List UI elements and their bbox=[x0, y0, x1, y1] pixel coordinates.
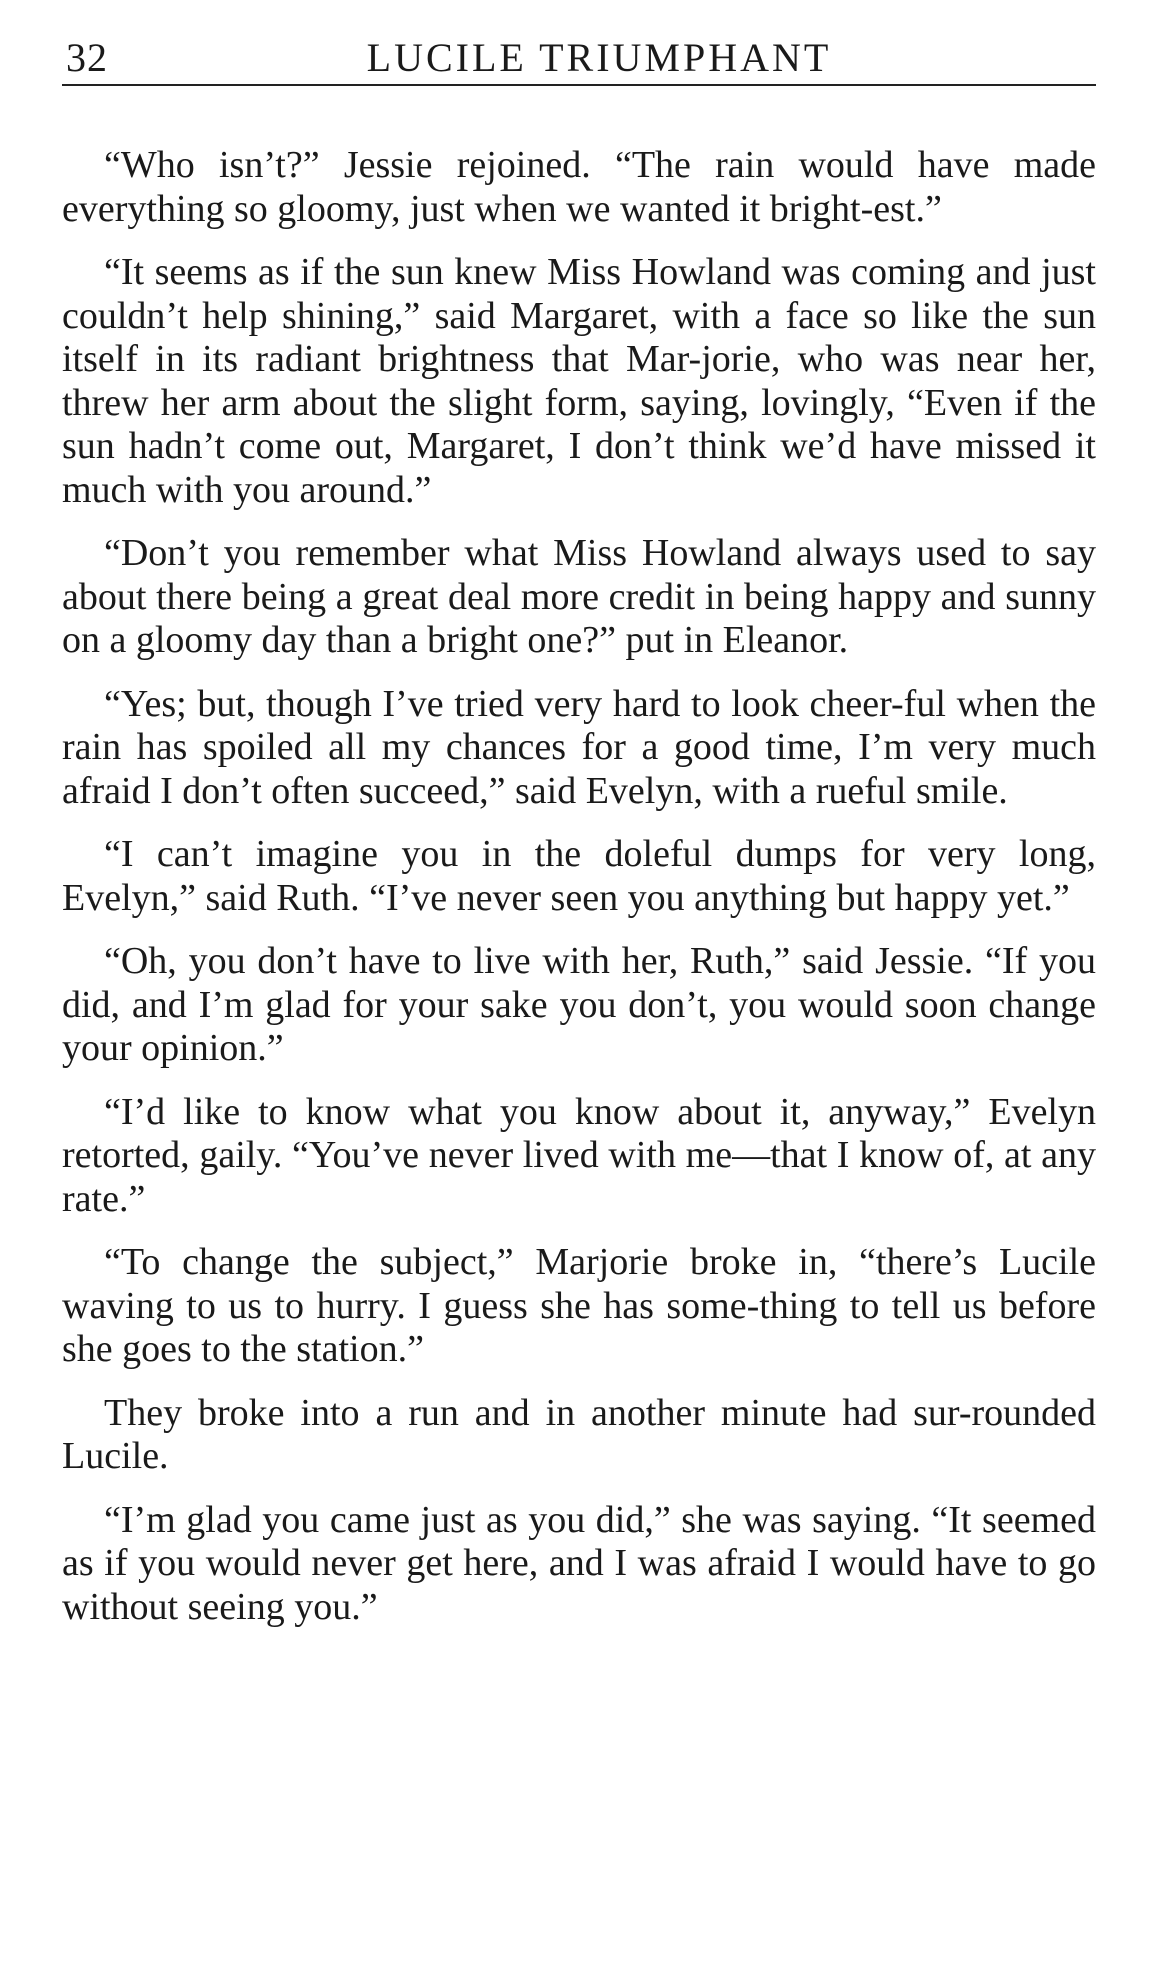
paragraph: “I’m glad you came just as you did,” she was saying. “It seemed as if you would never get here, and I was afraid I would have to go without seeing you.” bbox=[62, 1498, 1096, 1628]
paragraph: “To change the subject,” Marjorie broke in, “there’s Lucile waving to us to hurry. I guess she has some-thing to tell us before she goes to the station.” bbox=[62, 1241, 1096, 1370]
body-text bbox=[62, 144, 1096, 1629]
page-number: 32 bbox=[66, 35, 108, 80]
paragraph: “I can’t imagine you in the doleful dumps for very long, Evelyn,” said Ruth. “I’ve never seen you anything but happy yet.” bbox=[62, 833, 1096, 919]
paragraph: “It seems as if the sun knew Miss Howland was coming and just couldn’t help shining,” said Margaret, with a face so like the sun itself in its radiant brightness that Mar-jorie, who was near her, threw her arm about the slight form, saying, lovingly, “Even if the sun hadn’t come out, Margaret, I don’t think we’d have missed it much with you around.” bbox=[62, 251, 1096, 511]
running-title: LUCILE TRIUMPHANT bbox=[366, 35, 832, 80]
paragraph: They broke into a run and in another minute had sur-rounded Lucile. bbox=[62, 1391, 1096, 1477]
paragraph: “Who isn’t?” Jessie rejoined. “The rain would have made everything so gloomy, just when we wanted it bright-est.” bbox=[62, 144, 1096, 230]
book-page bbox=[62, 28, 1096, 1649]
paragraph: “Yes; but, though I’ve tried very hard to look cheer-ful when the rain has spoiled all my chances for a good time, I’m very much afraid I don’t often succeed,” said Evelyn, with a rueful smile. bbox=[62, 682, 1096, 812]
paragraph: “Oh, you don’t have to live with her, Ruth,” said Jessie. “If you did, and I’m glad for your sake you don’t, you would soon change your opinion.” bbox=[62, 940, 1096, 1069]
paragraph: “I’d like to know what you know about it, anyway,” Evelyn retorted, gaily. “You’ve never lived with me—that I know of, at any rate.” bbox=[62, 1090, 1096, 1220]
paragraph: “Don’t you remember what Miss Howland always used to say about there being a great deal more credit in being happy and sunny on a gloomy day than a bright one?” put in Eleanor. bbox=[62, 532, 1096, 661]
running-head bbox=[62, 28, 1096, 86]
